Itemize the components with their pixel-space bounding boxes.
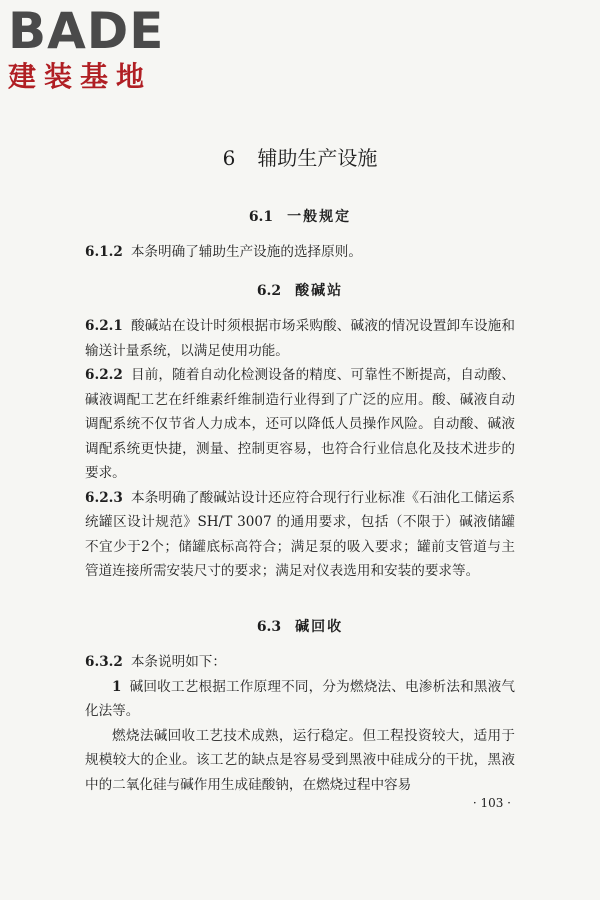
clause-number: 6.2.2: [85, 367, 123, 383]
section-heading-6-2: [85, 280, 515, 300]
list-item-1: [85, 675, 515, 724]
section-heading-6-1: [85, 206, 515, 226]
item-number: 1: [112, 678, 122, 695]
clause-number: 6.3.2: [85, 654, 123, 670]
paragraph-text: 燃烧法碱回收工艺技术成熟，运行稳定。但工程投资较大，适用于规模较大的企业。该工艺的缺点是容易受到黑液中硅成分的干扰，黑液中的二氧化硅与碱作用生成硅酸钠，在燃烧过程中容易: [85, 727, 515, 793]
section-number: 6.3: [256, 619, 282, 635]
section-heading-6-3: [85, 616, 515, 636]
paragraph-6-2-3: [85, 486, 515, 584]
section-6-2-body: [85, 314, 515, 584]
section-title: 酸碱站: [295, 283, 344, 299]
section-title: 碱回收: [295, 619, 344, 635]
paragraph-6-2-2: [85, 363, 515, 486]
paragraph-6-1-2: [85, 240, 515, 265]
clause-text: 本条明确了辅助生产设施的选择原则。: [130, 244, 362, 260]
logo-subtitle: 建装基地: [8, 60, 153, 93]
chapter-number: 6: [222, 146, 236, 170]
chapter-title: [85, 144, 515, 172]
clause-number: 6.2.3: [85, 489, 123, 506]
clause-text: 目前，随着自动化检测设备的精度、可靠性不断提高，自动酸、碱液调配工艺在纤维素纤维制造行业得到了广泛的应用。酸、碱液自动调配系统不仅节省人力成本，还可以降低人员操作风险。自动酸、碱液调配系统更快捷，测量、控制更容易，也符合行业信息化及技术进步的要求。: [85, 367, 515, 481]
paragraph-burn-method: [85, 724, 515, 798]
clause-number: 6.2.1: [85, 318, 123, 334]
clause-text: 酸碱站在设计时须根据市场采购酸、碱液的情况设置卸车设施和输送计量系统，以满足使用功能。: [85, 318, 515, 359]
brand-logo: [8, 2, 178, 94]
paragraph-6-3-2: [85, 650, 515, 675]
section-6-1-body: [85, 240, 515, 265]
page-number: · 103 ·: [472, 796, 511, 810]
logo-brand-text: BADE: [8, 2, 165, 60]
clause-text: 本条说明如下：: [130, 654, 226, 670]
section-6-3-body: [85, 650, 515, 797]
item-text: 碱回收工艺根据工作原理不同，分为燃烧法、电渗析法和黑液气化法等。: [85, 678, 515, 719]
clause-text: 本条明确了酸碱站设计还应符合现行行业标准《石油化工储运系统罐区设计规范》SH/T 3007 的通用要求，包括（不限于）碱液储罐不宜少于2个；储罐底标高符合；满足泵的吸入要求；罐前支管道与主管道连接所需安装尺寸的要求；满足对仪表选用和安装的要求等。: [85, 489, 515, 579]
section-title: 一般规定: [287, 209, 352, 225]
chapter-title-text: 辅助生产设施: [257, 146, 378, 170]
clause-number: 6.1.2: [85, 244, 123, 260]
section-number: 6.2: [256, 283, 282, 299]
section-number: 6.1: [248, 209, 274, 225]
paragraph-6-2-1: [85, 314, 515, 363]
